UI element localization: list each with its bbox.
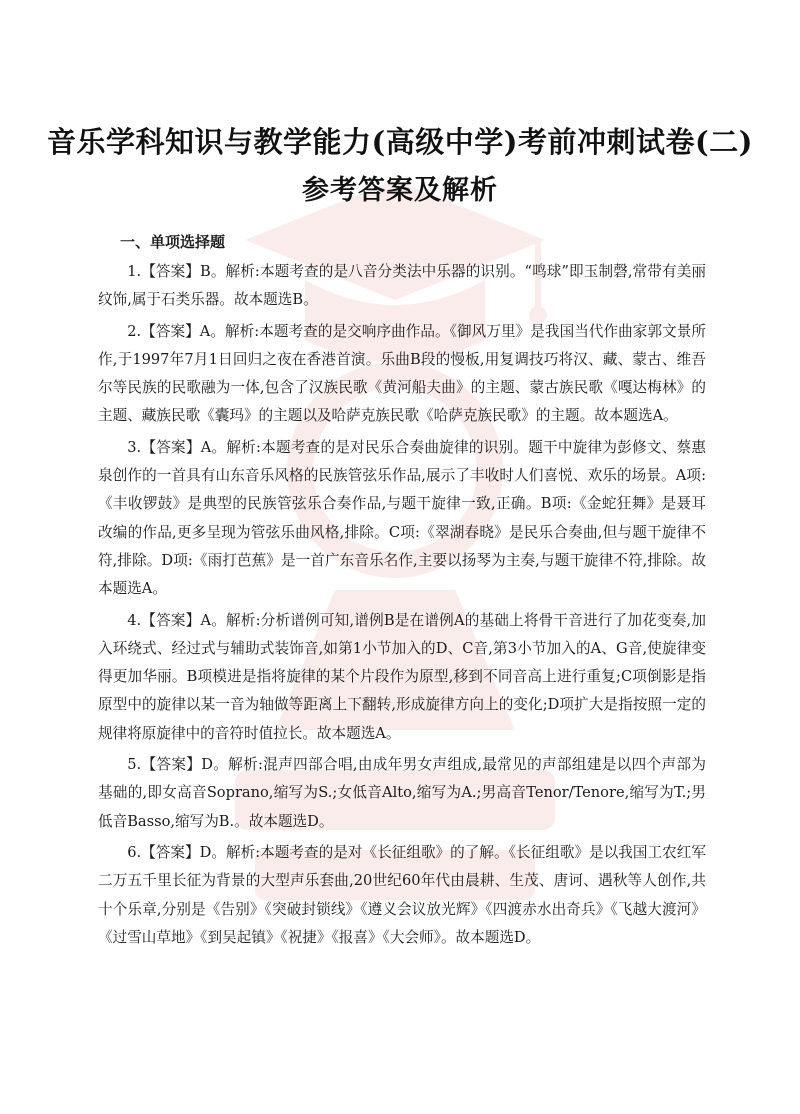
answer-item-6: 6.【答案】D。解析:本题考查的是对《长征组歌》的了解。《长征组歌》是以我国工农红军二万五千里长征为背景的大型声乐套曲,20世纪60年代由晨耕、生茂、唐诃、遇秋等人创作,共十个乐章,分别是《告别》《突破封锁线》《遵义会议放光辉》《四渡赤水出奇兵》《飞越大渡河》《过雪山草地》《到吴起镇》《祝捷》《报喜》《大会师》。故本题选D。 xyxy=(98,843,706,946)
document-subtitle: 参考答案及解析 xyxy=(302,175,498,206)
answer-item-1: 1.【答案】B。解析:本题考查的是八音分类法中乐器的识别。“鸣球”即玉制磬,常带有美丽纹饰,属于石类乐器。故本题选B。 xyxy=(98,263,706,309)
document-title: 音乐学科知识与教学能力(高级中学)考前冲刺试卷(二) xyxy=(47,125,753,159)
answer-item-3: 3.【答案】A。解析:本题考查的是对民乐合奏曲旋律的识别。题干中旋律为彭修文、蔡惠泉创作的一首具有山东音乐风格的民族管弦乐作品,展示了丰收时人们喜悦、欢乐的场景。A项:《丰收锣鼓》是典型的民族管弦乐合奏作品,与题干旋律一致,正确。B项:《金蛇狂舞》是聂耳改编的作品,更多呈现为管弦乐曲风格,排除。C项:《翠湖春晓》是民乐合奏曲,但与题干旋律不符,排除。D项:《雨打芭蕉》是一首广东音乐名作,主要以扬琴为主奏,与题干旋律不符,排除。故本题选A。 xyxy=(98,438,706,598)
answer-item-4: 4.【答案】A。解析:分析谱例可知,谱例B是在谱例A的基础上将骨干音进行了加花变奏,加入环绕式、经过式与辅助式装饰音,如第1小节加入的D、C音,第3小节加入的A、G音,使旋律变得更加华丽。B项模进是指将旋律的某个片段作为原型,移到不同音高上进行重复;C项倒影是指原型中的旋律以某一音为轴做等距离上下翻转,形成旋律方向上的变化;D项扩大是指按照一定的规律将原旋律中的音符时值拉长。故本题选A。 xyxy=(98,611,706,742)
answer-item-2: 2.【答案】A。解析:本题考查的是交响序曲作品。《御风万里》是我国当代作曲家郭文景所作,于1997年7月1日回归之夜在香港首演。乐曲B段的慢板,用复调技巧将汉、藏、蒙古、维吾尔等民族的民歌融为一体,包含了汉族民歌《黄河船夫曲》的主题、蒙古族民歌《嘎达梅林》的主题、藏族民歌《囊玛》的主题以及哈萨克族民歌《哈萨克族民歌》的主题。故本题选A。 xyxy=(98,322,706,425)
answer-item-5: 5.【答案】D。解析:混声四部合唱,由成年男女声组成,最常见的声部组建是以四个声部为基础的,即女高音Soprano,缩写为S.;女低音Alto,缩写为A.;男高音Tenor/Tenore,缩写为T.;男低音Basso,缩写为B.。故本题选D。 xyxy=(98,756,706,830)
answer-content xyxy=(98,228,706,955)
section-heading: 一、单项选择题 xyxy=(120,233,226,251)
